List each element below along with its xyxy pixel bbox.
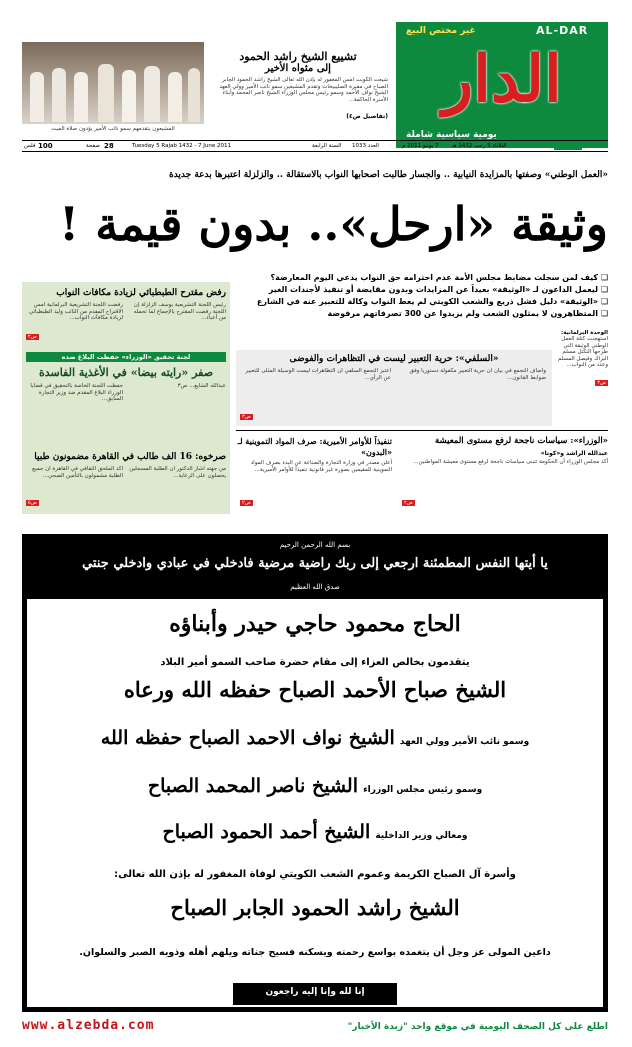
condolence-ad xyxy=(22,534,608,1012)
line-pm xyxy=(37,775,593,797)
story-title: رفض مقترح الطبطبائي لزيادة مكافآت النواب xyxy=(56,288,226,298)
story-text: من جهته أشار الدكتور أن الطلبة المسجلين يحصلون على الرعاية... xyxy=(129,466,226,479)
story-tabtabai[interactable] xyxy=(26,288,226,348)
photo-caption: المشيعون يتقدمهم سمو نائب الأمير يؤدون صلاة الميت xyxy=(51,126,175,132)
quran-verse: يا أيتها النفس المطمئنة ارجعي إلى ربك راضية مرضية فادخلي في عبادي وادخلي جنتي xyxy=(82,556,548,571)
story-salafi[interactable] xyxy=(236,350,552,426)
logo-latin: AL-DAR xyxy=(536,24,589,37)
name-pm: الشيخ ناصر المحمد الصباح xyxy=(147,775,358,797)
story-more[interactable]: ص٢ xyxy=(28,334,37,340)
lead-side-column[interactable] xyxy=(556,330,608,426)
issue-number: العدد 1033 xyxy=(352,143,379,149)
name-emir: الشيخ صباح الأحمد الصباح حفظه الله ورعاه xyxy=(123,677,507,702)
deceased-name: الشيخ راشد الحمود الجابر الصباح xyxy=(170,895,460,920)
date-gregorian: 7 يونيو 2011 م xyxy=(402,143,439,149)
top-story-title: تشييع الشيخ راشد الحمود xyxy=(239,50,357,63)
top-story-link[interactable]: (تفاصيل ص٤) xyxy=(346,113,388,120)
divider xyxy=(236,430,608,431)
footer-bar[interactable] xyxy=(22,1016,608,1040)
side-label: الوحدة البرلمانية: xyxy=(561,330,608,336)
story-more[interactable]: ص٢ xyxy=(242,500,251,506)
story-more[interactable]: ص٥ xyxy=(28,500,37,506)
condolence-header xyxy=(27,539,603,599)
story-ministers[interactable] xyxy=(398,436,608,512)
line-crown-prince xyxy=(37,727,593,749)
story-text: أكد الملحق الثقافي في القاهرة أن جميع الطلبة مشمولون بالتأمين الصحي... xyxy=(32,466,123,479)
basmala: بسم الله الرحمن الرحيم xyxy=(279,541,351,549)
name-crown-prince: الشيخ نواف الاحمد الصباح حفظه الله xyxy=(100,727,395,749)
top-story-subtitle: إلى مثواه الأخير xyxy=(265,63,331,74)
story-text: وأضاف التجمع في بيان أن حرية التعبير مكفولة دستورياً وفق ضوابط القانون... xyxy=(409,368,546,381)
story-text: أعلن مصدر في وزارة التجارة والصناعة عن البدء بصرف المواد التموينية للمقيمين بصورة غير قانونية تنفيذاً للأوامر الأميرية... xyxy=(250,460,392,473)
story-title: صرخوه: 16 ألف طالب في القاهرة مضمونون طبياً xyxy=(34,452,226,462)
lead-bullets xyxy=(232,272,608,320)
lead-subhead: «العمل الوطني» وصفتها بالمزايدة النيابية .. والجسار طالبت أصحابها النواب بالاستقالة .. والزلزلة اعتبرها بدعة جديدة xyxy=(168,170,608,180)
story-text: حفظت اللجنة الخاصة بالتحقيق في قضايا الوزراء البلاغ المقدم ضد وزير التجارة السابق... xyxy=(30,383,123,402)
story-bedoon[interactable] xyxy=(236,436,392,512)
pages: 28 xyxy=(104,142,114,150)
story-title: تنفيذاً للأوامر الأميرية: صرف المواد التموينية لـ «البدون» xyxy=(237,436,392,457)
story-title: صفر «رايته بيضا» في الأغذية الفاسدة xyxy=(38,366,214,379)
price: 100 xyxy=(38,142,53,150)
story-food[interactable] xyxy=(26,352,226,444)
prefix-pm: وسمو رئيس مجلس الوزراء xyxy=(363,785,483,795)
family-name: الحاج محمود حاجي حيدر وأبناؤه xyxy=(169,611,461,637)
story-byline: عبدالله الراشد و«كونا» xyxy=(540,450,608,457)
side-text: استهجنت كتلة العمل الوطني الوثيقة التي طرحها التكتل مسلم البراك وفيصل المسلم وعدد من النواب... xyxy=(557,336,608,368)
top-story[interactable] xyxy=(208,50,388,140)
story-text: اعتبر التجمع السلفي أن التظاهرات ليست الوسيلة المثلى للتعبير عن الرأي... xyxy=(245,368,391,381)
closing-text: إنا لله وإنا إليه راجعون xyxy=(265,987,365,997)
story-students[interactable] xyxy=(26,452,226,510)
lead-bullet: ❏ «الوثيقة» دليل فشل ذريع والشعب الكويتي لم يعط النواب وكالة للتعبير عنه في الشارع xyxy=(256,297,608,306)
story-kicker: لجنة تحقيق «الوزراء» حفظت البلاغ ضده xyxy=(26,352,226,362)
condolence-line5: وأسرة آل الصباح الكريمة وعموم الشعب الكويتي لوفاة المغفور له بإذن الله تعالى: xyxy=(114,869,516,880)
verse-end: صدق الله العظيم xyxy=(290,583,340,591)
lead-headline: وثيقة «ارحل».. بدون قيمة ! xyxy=(59,197,608,251)
masthead-logo[interactable] xyxy=(396,22,608,148)
date-english: Tuesday 5 Rajab 1432 - 7 June 2011 xyxy=(132,143,232,149)
logo-arabic: الدار xyxy=(442,42,562,117)
condolence-intro: يتقدمون بخالص العزاء إلى مقام حضرة صاحب السمو أمير البلاد xyxy=(160,657,470,668)
story-text: رئيس اللجنة التشريعية يوسف الزلزلة إن اللجنة رفضت المقترح بالإجماع لما تحمله من أعباء... xyxy=(133,302,226,321)
tagline-top: غير مختص البيع xyxy=(406,26,476,36)
price-label: فلس xyxy=(24,143,36,149)
story-title: «الوزراء»: سياسات ناجحة لرفع مستوى المعيشة xyxy=(435,436,608,446)
story-more[interactable]: ص٢ xyxy=(404,500,413,506)
site-badge xyxy=(554,142,582,150)
closing-banner xyxy=(233,983,397,1005)
story-text: أكد مجلس الوزراء أن الحكومة تتبنى سياسات ناجحة لرفع مستوى معيشة المواطنين... xyxy=(413,459,608,465)
side-more[interactable]: ص٣ xyxy=(597,379,606,386)
lead-bullet: ❏ ليعمل الداعون لـ «الوثيقة» بعيداً عن المزايدات وبدون مقايضة أو تنفيذ لأجندات الغير xyxy=(268,285,608,294)
pages-label: صفحة xyxy=(86,143,100,149)
condolence-prayer: داعين المولى عز وجل أن يتغمده بواسع رحمته ويسكنه فسيح جناته ويلهم أهله وذويه الصبر والسلوان. xyxy=(79,947,551,958)
prefix-interior: ومعالي وزير الداخلية xyxy=(375,831,468,841)
line-interior xyxy=(37,821,593,843)
top-story-photo xyxy=(22,42,204,124)
story-text: رفضت اللجنة التشريعية البرلمانية أمس الاقتراح المقدم من النائب وليد الطبطبائي لزيادة مكافآت النواب... xyxy=(28,302,123,321)
story-text: عبدالله الشايع... ص٣ xyxy=(177,383,226,389)
top-story-body: شيعت الكويت أمس المغفور له بإذن الله تعالى الشيخ راشد الحمود الجابر الصباح في مقبرة الصليبيخات وتقدم المشيعين سمو نائب الأمير وولي العهد الشيخ نواف الأحمد وسمو رئيس مجلس الوزراء الشيخ ناصر المحمد وأبناء الأسرة الحاكمة... xyxy=(219,77,388,103)
footer-url[interactable]: www.alzebda.com xyxy=(22,1018,155,1033)
story-title: «السلفي»: حرية التعبير ليست في التظاهرات والفوضى xyxy=(289,354,499,364)
name-interior: الشيخ أحمد الحمود الصباح xyxy=(162,821,371,843)
lead-bullet: ❏ المتظاهرون لا يمثلون الشعب ولم يزيدوا عن 300 تصرفاتهم مرفوضة xyxy=(327,309,608,318)
footer-promo[interactable]: اطلع على كل الصحف اليومية في موقع واحد "زبدة الأخبار" xyxy=(347,1022,608,1032)
story-more[interactable]: ص٣ xyxy=(242,414,251,420)
prefix-crown-prince: وسمو نائب الأمير وولي العهد xyxy=(399,737,530,747)
date-hijri: الثلاثاء 5 رجب 1432 هـ xyxy=(452,143,507,149)
lead-bullet: ❏ كيف لمن سجلت مضابط مجلس الأمة عدم احترامه حق النواب يدعي اليوم المعارضة؟ xyxy=(270,273,608,282)
tagline-bottom: يومية سياسية شاملة xyxy=(406,130,497,140)
year-label: السنة الرابعة xyxy=(312,143,342,149)
dateline-bar xyxy=(22,140,608,152)
